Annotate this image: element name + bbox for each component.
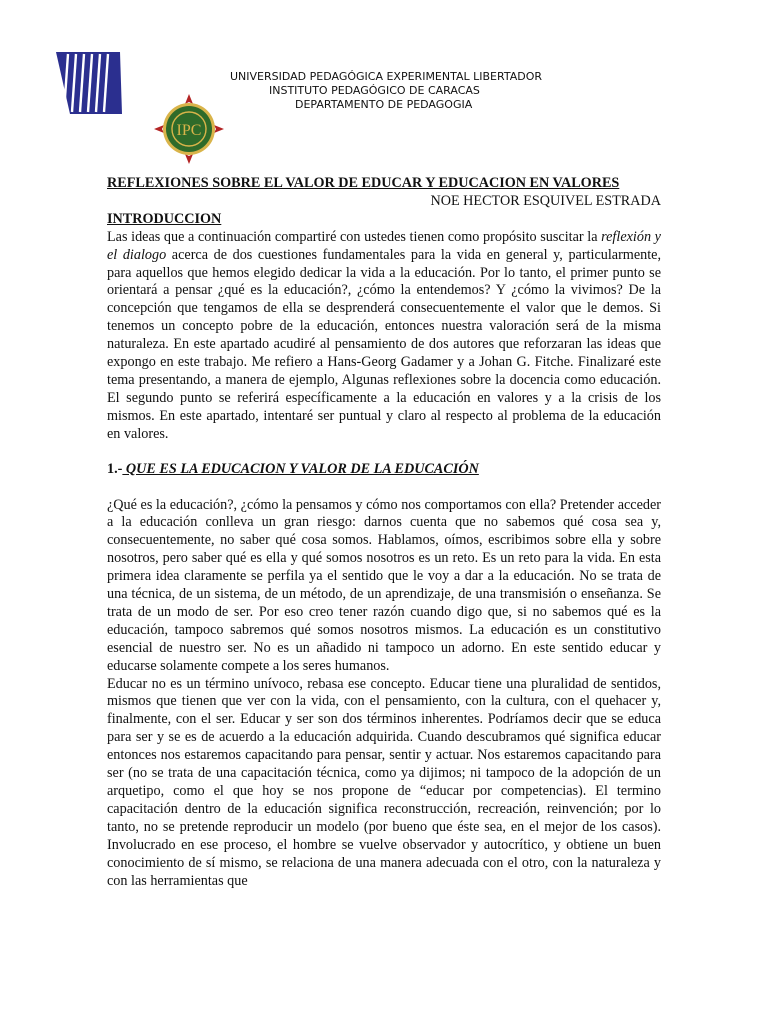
header-university: UNIVERSIDAD PEDAGÓGICA EXPERIMENTAL LIBERTADOR xyxy=(230,70,542,83)
intro-heading: INTRODUCCION xyxy=(107,210,222,227)
section-1-paragraph-2: Educar no es un término unívoco, rebasa ese concepto. Educar tiene una pluralidad de sentidos, mismos que tienen que ver con la vida, con el pensamiento, con la cultura, con el quehacer y, finalmente, con el ser. Educar y ser son dos términos inherentes. Podríamos decir que se educa para ser y se es de acuerdo a la educación adquirida. Cuando descubramos qué significa educar entonces nos estaremos capacitando para pensar, sentir y actuar. Nos estaremos capacitando para ser (no se trata de una capacitación técnica, como ya dijimos; ni tampoco de la adopción de un arquetipo, como el que hoy se nos propone de “educar por competencias). El termino capacitación dentro de la educación significa reconstrucción, recreación, reinvención; por lo tanto, no se pretende reproducir un modelo (por bueno que éste sea, en el mejor de los casos). Involucrado en ese proceso, el hombre se vuelve observador y autocrítico, y obtiene un buen conocimiento de sí mismo, se relaciona de una manera adecuada con el otro, con la naturaleza y con las herramientas que xyxy=(107,675,661,889)
document-body xyxy=(107,175,661,890)
section-1-paragraph-1: ¿Qué es la educación?, ¿cómo la pensamos y cómo nos comportamos con ella? Pretender acceder a la educación conlleva un gran riesgo: darnos cuenta que no sabemos qué cosa sea y, consecuentemente, no saber qué cosa somos. Hablamos, oímos, escribimos sobre ella y sobre nosotros, pero saber qué es ella y qué somos nosotros es un reto. Es un reto para la vida. En esta primera idea claramente se perfila ya el sentido que le voy a dar a la educación. No se trata de una técnica, de un sistema, de un método, de un aprendizaje, de una transmisión o enseñanza. Se trata de un modo de ser. Por eso creo tener razón cuando digo que, si no sabemos qué es la educación, tampoco sabremos qué somos nosotros mismos. La educación es un constitutivo esencial de nuestro ser. No es un añadido ni tampoco un adorno. En este sentido educar y educarse solamente compete a los seres humanos. xyxy=(107,496,661,674)
upel-logo-icon xyxy=(56,52,126,114)
document-title: REFLEXIONES SOBRE EL VALOR DE EDUCAR Y EDUCACION EN VALORES xyxy=(107,175,620,191)
seal-lettering: IPC xyxy=(176,122,202,139)
intro-text-part2: acerca de dos cuestiones fundamentales para la vida en general y, particularmente, para aquellos que hemos elegido dedicar la vida a la educación. Por lo tanto, el primer punto se orientará a pensar ¿qué es la educación?, ¿cómo la entendemos? Y ¿cómo la vivimos? De la concepción que tengamos de ella se desprenderá consecuentemente el valor que le demos. Si tenemos un concepto pobre de la educación, entonces nuestra valoración será de la misma naturaleza. En este apartado acudiré al pensamiento de dos autores que reforzaran las ideas que expongo en este trabajo. Me refiero a Hans-Georg Gadamer y a Johan G. Fitche. Finalizaré este tema presentando, a manera de ejemplo, Algunas reflexiones sobre la docencia como educación. El segundo punto se referirá específicamente a la educación en valores y a la crisis de los mismos. En este apartado, intentaré ser puntual y claro al respecto al problema de la educación en valores. xyxy=(107,246,662,442)
section-1-title: QUE ES LA EDUCACION Y VALOR DE LA EDUCACIÓN xyxy=(122,460,479,477)
intro-emphasis: reflexión y el dialogo xyxy=(107,228,661,263)
intro-text-part1: Las ideas que a continuación compartiré con ustedes tienen como propósito suscitar la xyxy=(107,228,602,245)
section-1-heading xyxy=(107,461,661,479)
document-author: NOE HECTOR ESQUIVEL ESTRADA xyxy=(430,192,661,209)
header-department: DEPARTAMENTO DE PEDAGOGIA xyxy=(295,98,473,111)
header-institute: INSTITUTO PEDAGÓGICO DE CARACAS xyxy=(269,84,480,97)
section-1-number: 1.- xyxy=(107,460,123,477)
intro-paragraph xyxy=(107,229,661,444)
ipc-seal-icon xyxy=(152,92,226,166)
